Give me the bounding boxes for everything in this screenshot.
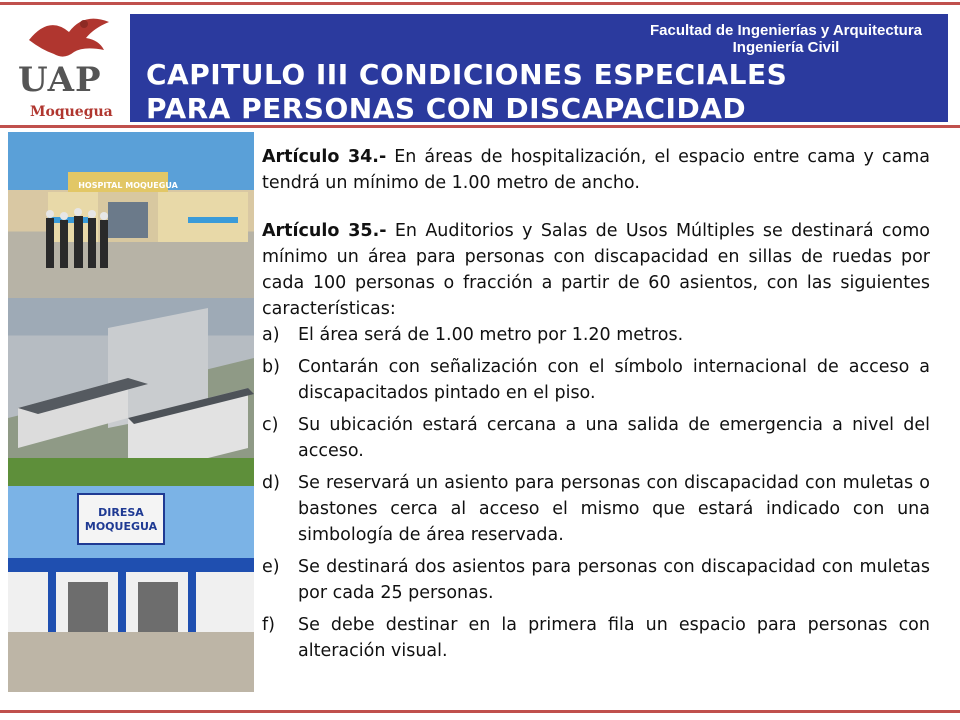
article-35-text: En Auditorios y Salas de Usos Múltiples se destinará como mínimo un área para personas con discapacidad en sillas de ruedas por cada 100 personas o fracción a partir de 60 asientos, con las siguientes características: bbox=[262, 221, 930, 319]
article-35 bbox=[262, 218, 930, 322]
article-34-text: En áreas de hospitalización, el espacio entre cama y cama tendrá un mínimo de 1.00 metro de ancho. bbox=[262, 147, 930, 193]
hospital-sign: HOSPITAL MOQUEGUA bbox=[78, 181, 178, 190]
diresa-sign-line2: MOQUEGUA bbox=[84, 520, 158, 533]
diresa-building-photo bbox=[8, 486, 254, 692]
list-item-text: El área será de 1.00 metro por 1.20 metros. bbox=[298, 325, 684, 345]
list-item bbox=[262, 322, 930, 348]
list-item bbox=[262, 470, 930, 548]
article-35-heading: Artículo 35.- bbox=[262, 221, 387, 241]
diresa-sign-line1: DIRESA bbox=[98, 506, 144, 519]
list-item-label: e) bbox=[262, 557, 280, 577]
article-content bbox=[262, 144, 930, 670]
header-border-line bbox=[0, 125, 960, 128]
list-item-text: Contarán con señalización con el símbolo internacional de acceso a discapacitados pintado en el piso. bbox=[298, 357, 930, 403]
slide-title-line2: PARA PERSONAS CON DISCAPACIDAD bbox=[146, 92, 747, 122]
characteristics-list bbox=[262, 322, 930, 664]
bottom-border-line bbox=[0, 710, 960, 713]
article-34-heading: Artículo 34.- bbox=[262, 147, 387, 167]
uap-logo bbox=[8, 8, 126, 122]
top-border-line bbox=[0, 2, 960, 5]
list-item-text: Se debe destinar en la primera fila un espacio para personas con alteración visual. bbox=[298, 615, 930, 661]
list-item bbox=[262, 612, 930, 664]
list-item bbox=[262, 354, 930, 406]
photo-column bbox=[8, 132, 254, 692]
logo-text: UAP bbox=[18, 60, 102, 100]
hospital-render-illustration bbox=[8, 298, 254, 486]
list-item-label: a) bbox=[262, 325, 280, 345]
list-item-label: f) bbox=[262, 615, 275, 635]
slide-title bbox=[146, 58, 787, 122]
list-item bbox=[262, 412, 930, 464]
list-item-label: d) bbox=[262, 473, 280, 493]
article-34 bbox=[262, 144, 930, 196]
list-item-text: Se destinará dos asientos para personas con discapacidad con muletas por cada 25 personas. bbox=[298, 557, 930, 603]
hospital-entrance-illustration bbox=[8, 132, 254, 298]
list-item-label: c) bbox=[262, 415, 279, 435]
slide-title-line1: CAPITULO III CONDICIONES ESPECIALES bbox=[146, 58, 788, 91]
list-item-label: b) bbox=[262, 357, 280, 377]
diresa-building-illustration bbox=[8, 486, 254, 692]
list-item bbox=[262, 554, 930, 606]
program-name: Ingeniería Civil bbox=[732, 39, 840, 56]
list-item-text: Se reservará un asiento para personas con discapacidad con muletas o bastones cerca al acceso el mismo que estará indicado con una simbología de área reservada. bbox=[298, 473, 930, 545]
condor-emblem-icon bbox=[24, 10, 114, 62]
hospital-render-photo bbox=[8, 298, 254, 486]
faculty-label bbox=[650, 22, 922, 56]
logo-subtitle: Moquegua bbox=[30, 104, 113, 120]
list-item-text: Su ubicación estará cercana a una salida de emergencia a nivel del acceso. bbox=[298, 415, 930, 461]
faculty-name: Facultad de Ingenierías y Arquitectura bbox=[649, 22, 922, 39]
header-banner bbox=[130, 14, 948, 122]
hospital-entrance-photo bbox=[8, 132, 254, 298]
